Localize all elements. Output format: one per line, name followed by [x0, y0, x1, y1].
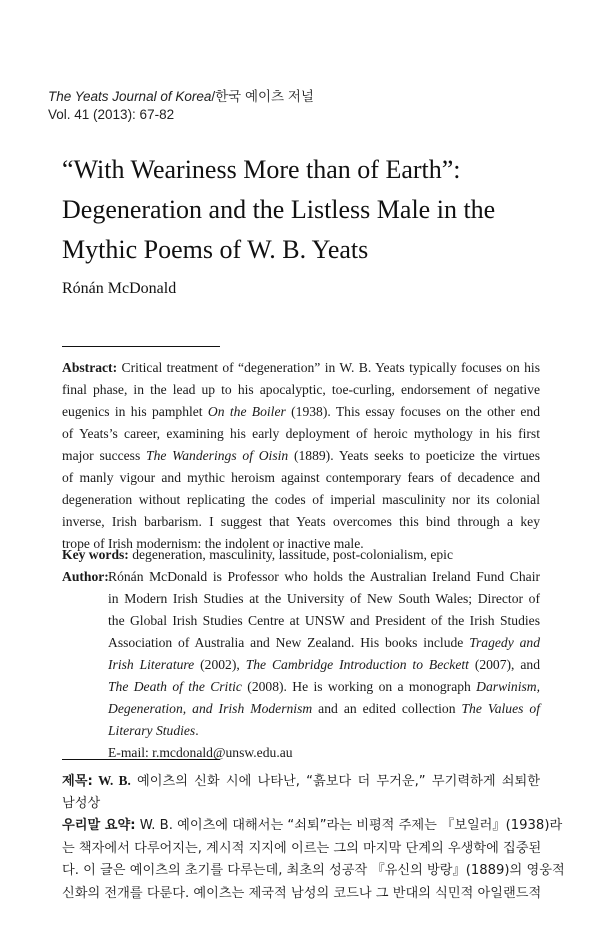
pamphlet-title: On the Boiler [207, 404, 286, 419]
keywords-label: Key words: [62, 547, 129, 562]
journal-volume: Vol. 41 (2013): 67-82 [48, 107, 175, 122]
korean-title-line: 남성상 [62, 795, 101, 811]
abstract [62, 357, 540, 555]
korean-title-line: 제목: W. B. 예이츠의 신화 시에 나타난, “흙보다 더 무거운,” 무기력하게 쇠퇴한 [62, 773, 540, 789]
abstract-line: degeneration without replicating the codes of imperial masculinity nor its colonial [62, 492, 540, 507]
abstract-line: Abstract: Critical treatment of “degeneration” in W. B. Yeats typically focuses on his [62, 360, 540, 375]
keywords [62, 544, 453, 566]
author-email: E-mail: r.mcdonald@unsw.edu.au [108, 745, 293, 760]
title-line-3: Mythic Poems of W. B. Yeats [62, 235, 369, 264]
section-divider [62, 759, 220, 760]
korean-summary-line: 는 책자에서 다루어지는, 계시적 지지에 이르는 그의 마지막 단계의 우생학에 집중된 [62, 840, 542, 856]
journal-name: The Yeats Journal of Korea [48, 89, 212, 104]
section-divider [62, 346, 220, 347]
korean-summary [62, 770, 565, 905]
korean-summary-line: 신화의 전개를 다룬다. 예이츠는 제국적 남성의 코드나 그 반대의 식민적 아일랜드적 [62, 885, 542, 901]
article-author: Rónán McDonald [62, 280, 177, 297]
korean-summary-line: 다. 이 글은 예이츠의 초기를 다루는데, 최초의 성공작 『유신의 방랑』(1889)의 영웅적 [62, 863, 565, 878]
abstract-line: of manly vigour and mythic heroism against contemporary fears of decadence and [62, 470, 540, 485]
title-line-2: Degeneration and the Listless Male in the [62, 195, 496, 224]
abstract-line: final phase, in the lead up to his apocalyptic, toe-curling, endorsement of negative [62, 382, 540, 397]
abstract-line: major success The Wanderings of Oisin (1889). Yeats seeks to poeticize the virtues [62, 448, 540, 463]
author-bio-label: Author: [62, 569, 109, 584]
author-bio-text: Rónán McDonald is Professor who holds the Australian Ireland Fund Chair in Modern Irish Studies at the University of New South Wales; Director of the Global Irish Studies Centre at UNSW and President of the Irish Studies Association of Australia and New Zealand. His books include Tragedy and Irish Literature (2002), The Cambridge Introduction to Beckett (2007), and The Death of the Critic (2008). He is working on a monograph Darwinism, Degeneration, and Irish Modernism and an edited collection The Values of Literary Studies. E-mail: r.mcdonald@unsw.edu.au [108, 566, 540, 764]
abstract-label: Abstract: [62, 360, 118, 375]
poem-title: The Wanderings of Oisin [146, 448, 289, 463]
korean-summary-line: 우리말 요약: W. B. 예이츠에 대해서는 “쇠퇴”라는 비평적 주제는 『보일러』(1938)라 [62, 818, 563, 833]
abstract-line: eugenics in his pamphlet On the Boiler (1938). This essay focuses on the other end [62, 404, 540, 419]
keywords-text: degeneration, masculinity, lassitude, post-colonialism, epic [128, 547, 453, 562]
journal-name-korean: /한국 예이츠 저널 [211, 89, 314, 104]
article-title [62, 150, 562, 270]
journal-header [48, 88, 314, 124]
title-line-1: “With Weariness More than of Earth”: [62, 155, 461, 184]
abstract-line: of Yeats’s career, examining his early deployment of heroic mythology in his first [62, 426, 540, 441]
abstract-line: trope of Irish modernism: the indolent or inactive male. [62, 536, 364, 551]
email-address: r.mcdonald@unsw.edu.au [152, 745, 293, 760]
abstract-line: inverse, Irish barbarism. I suggest that Yeats overcomes this bind through a key [62, 514, 540, 529]
